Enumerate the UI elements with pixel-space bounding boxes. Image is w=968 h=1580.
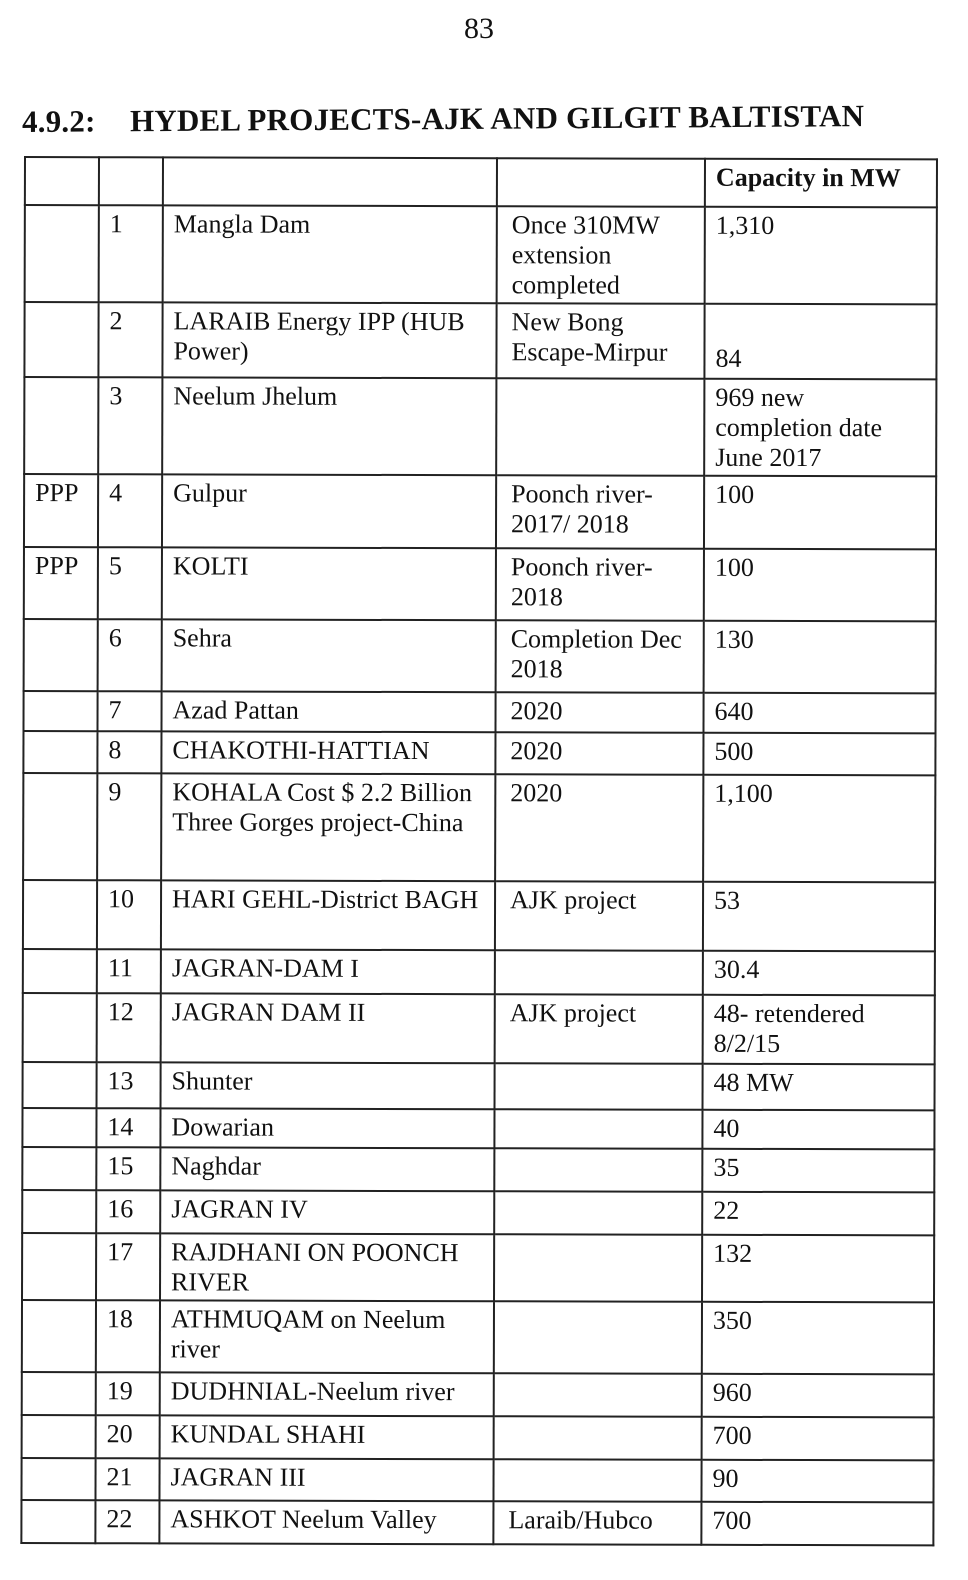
project-status <box>494 1373 702 1417</box>
project-name: JAGRAN DAM II <box>161 993 495 1063</box>
table-row <box>23 993 935 1064</box>
table-row <box>22 1415 934 1460</box>
project-type: PPP <box>24 547 98 619</box>
project-status: Completion Dec 2018 <box>496 620 704 693</box>
project-number: 20 <box>96 1415 160 1458</box>
project-name: JAGRAN III <box>159 1458 493 1501</box>
project-type <box>24 302 98 377</box>
project-status: 2020 <box>495 774 703 882</box>
table-header-row <box>25 157 937 207</box>
project-capacity: 640 <box>703 693 935 734</box>
project-type <box>23 1062 97 1108</box>
project-type <box>23 993 97 1062</box>
project-capacity: 30.4 <box>703 951 935 996</box>
project-number: 3 <box>98 377 162 474</box>
project-capacity: 1,310 <box>705 207 937 305</box>
project-name: ASHKOT Neelum Valley <box>159 1500 493 1544</box>
project-status: Laraib/Hubco <box>493 1501 701 1545</box>
project-type <box>22 1147 96 1190</box>
project-type <box>23 773 97 880</box>
project-capacity: 960 <box>702 1374 934 1418</box>
project-type <box>22 1300 96 1372</box>
header-cell <box>99 157 163 205</box>
table-row <box>24 377 936 476</box>
project-capacity: 132 <box>702 1235 934 1303</box>
project-name: KOHALA Cost $ 2.2 Billion Three Gorges project-China <box>161 773 495 881</box>
header-cell <box>163 157 497 206</box>
table-row <box>22 1147 934 1192</box>
project-name: Shunter <box>161 1062 495 1109</box>
header-capacity: Capacity in MW <box>705 159 937 208</box>
project-status: AJK project <box>495 994 703 1064</box>
project-number: 14 <box>96 1108 160 1147</box>
project-status: Poonch river-2018 <box>496 548 704 621</box>
project-name: Dowarian <box>160 1108 494 1148</box>
project-status <box>494 1234 702 1302</box>
project-name: ATHMUQAM on Neelum river <box>160 1300 494 1373</box>
project-number: 21 <box>95 1458 159 1500</box>
project-capacity: 100 <box>704 476 936 550</box>
project-number: 1 <box>99 205 163 302</box>
project-name: LARAIB Energy IPP (HUB Power) <box>162 302 496 378</box>
project-number: 13 <box>97 1062 161 1108</box>
project-number: 6 <box>98 619 162 691</box>
table-row <box>22 1233 934 1302</box>
section-number: 4.9.2: <box>21 103 96 139</box>
table-row <box>24 547 936 621</box>
project-type <box>22 1108 96 1147</box>
project-number: 17 <box>96 1233 160 1300</box>
project-capacity: 48 MW <box>703 1064 935 1111</box>
project-type <box>23 691 97 731</box>
project-name: JAGRAN IV <box>160 1190 494 1234</box>
project-name: KUNDAL SHAHI <box>160 1415 494 1459</box>
table-row <box>22 1300 934 1374</box>
table-row <box>24 302 936 379</box>
project-name: CHAKOTHI-HATTIAN <box>161 731 495 774</box>
project-capacity: 350 <box>702 1302 934 1375</box>
project-number: 19 <box>96 1372 160 1415</box>
project-status <box>494 1148 702 1192</box>
project-name: Mangla Dam <box>163 205 497 303</box>
table-row <box>23 880 935 951</box>
project-number: 10 <box>97 880 161 949</box>
section-heading <box>22 98 864 140</box>
project-capacity: 100 <box>704 549 936 622</box>
project-name: RAJDHANI ON POONCH RIVER <box>160 1233 494 1301</box>
project-status: New Bong Escape-Mirpur <box>496 303 704 379</box>
project-number: 4 <box>98 474 162 547</box>
header-cell <box>25 157 99 205</box>
project-capacity: 700 <box>701 1502 933 1546</box>
project-type: PPP <box>24 474 98 547</box>
project-name: Naghdar <box>160 1147 494 1191</box>
project-name: Azad Pattan <box>161 691 495 732</box>
table-row <box>23 1062 935 1110</box>
project-status <box>493 1459 701 1502</box>
table-row <box>23 731 935 775</box>
project-capacity: 53 <box>703 882 935 952</box>
project-number: 9 <box>97 773 161 880</box>
table-row <box>22 1372 934 1417</box>
project-capacity: 969 new completion date June 2017 <box>704 379 936 477</box>
project-capacity: 48- retendered 8/2/15 <box>703 995 935 1065</box>
project-number: 16 <box>96 1190 160 1233</box>
table-row <box>23 949 935 995</box>
project-number: 11 <box>97 949 161 993</box>
project-capacity: 500 <box>703 733 935 776</box>
project-number: 12 <box>97 993 161 1062</box>
project-number: 7 <box>97 691 161 731</box>
project-type <box>22 1233 96 1300</box>
project-status <box>494 1416 702 1460</box>
table-row <box>24 474 936 549</box>
project-name: JAGRAN-DAM I <box>161 949 495 994</box>
project-status: AJK project <box>495 881 703 951</box>
project-type <box>23 731 97 773</box>
table-row <box>21 1500 933 1545</box>
project-name: HARI GEHL-District BAGH <box>161 880 495 950</box>
table-row <box>25 205 937 304</box>
project-type <box>21 1458 95 1500</box>
project-name: Neelum Jhelum <box>162 377 496 475</box>
project-status <box>496 378 704 476</box>
hydel-projects-table <box>20 156 938 1546</box>
project-name: KOLTI <box>162 547 496 620</box>
project-number: 15 <box>96 1147 160 1190</box>
project-type <box>21 1500 95 1543</box>
project-capacity: 1,100 <box>703 775 935 883</box>
project-capacity: 700 <box>702 1417 934 1461</box>
project-status <box>494 1109 702 1149</box>
page-number: 83 <box>464 12 494 45</box>
project-type <box>22 1372 96 1415</box>
project-capacity: 35 <box>702 1149 934 1193</box>
table-row <box>23 773 935 882</box>
header-cell <box>497 158 705 207</box>
project-capacity: 40 <box>702 1110 934 1150</box>
project-type <box>24 377 98 474</box>
project-status <box>495 1063 703 1110</box>
project-number: 18 <box>96 1300 160 1372</box>
project-number: 8 <box>97 731 161 773</box>
project-capacity: 90 <box>701 1460 933 1503</box>
project-type <box>22 1415 96 1458</box>
project-number: 22 <box>95 1500 159 1543</box>
project-status: 2020 <box>495 732 703 775</box>
project-number: 2 <box>98 302 162 377</box>
project-name: Gulpur <box>162 474 496 548</box>
table-row <box>23 691 935 733</box>
project-status <box>494 1301 702 1374</box>
project-capacity: 84 <box>704 304 936 380</box>
project-type <box>22 1190 96 1233</box>
project-name: Sehra <box>162 619 496 692</box>
project-capacity: 130 <box>704 621 936 694</box>
table-row <box>22 1190 934 1235</box>
project-status: 2020 <box>495 692 703 733</box>
project-status <box>495 950 703 995</box>
project-status: Poonch river-2017/ 2018 <box>496 475 704 549</box>
project-capacity: 22 <box>702 1192 934 1236</box>
project-type <box>25 205 99 302</box>
project-type <box>23 880 97 949</box>
table-row <box>22 1108 934 1149</box>
section-title: HYDEL PROJECTS-AJK AND GILGIT BALTISTAN <box>129 98 865 139</box>
table-row <box>24 619 936 693</box>
project-type <box>24 619 98 691</box>
project-status <box>494 1191 702 1235</box>
project-number: 5 <box>98 547 162 619</box>
project-type <box>23 949 97 993</box>
table-row <box>21 1458 933 1502</box>
project-name: DUDHNIAL-Neelum river <box>160 1372 494 1416</box>
project-status: Once 310MW extension completed <box>497 206 705 304</box>
